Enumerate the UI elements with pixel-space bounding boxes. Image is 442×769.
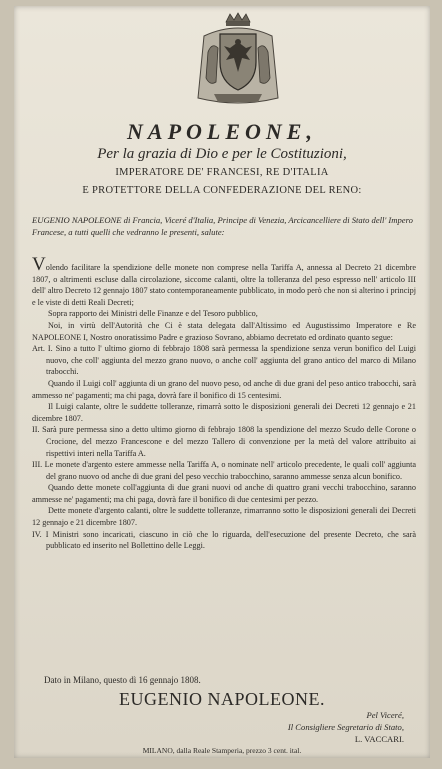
title-line-1: IMPERATORE DE' FRANCESI, RE D'ITALIA — [115, 167, 329, 178]
article-1-para-2: Quando il Luigi coll' aggiunta di un grano del nuovo peso, od anche di due grani del peso antico trabocchi, sarà ammesso ne' pagamenti; ma chi paga, dovrà fare il bonifico di 15 centesimi. — [32, 378, 416, 400]
article-1-para-3: Il Luigi calante, oltre le suddette tolleranze, rimarrà sotto le disposizioni generali dei Decreti 12 gennajo e 21 dicembre 1807. — [32, 402, 416, 423]
preamble-line-2: Sopra rapporto dei Ministri delle Finanze e del Tesoro pubblico, — [48, 309, 258, 319]
preamble-paragraph: Volendo facilitare la spendizione delle monete non comprese nella Tariffa A, annessa al Decreto 21 dicembre 1807, o altrimenti escluse dalla circolazione, siccome calanti, oltre la tolleranza del peso espresso nell' articolo III dell' altro Decreto 12 gennajo 1807 stato contemporaneamente pubblicato, in modo però che non si alterino i principj e le viste di detti Reali Decreti; — [32, 254, 416, 307]
intro-paragraph: EUGENIO NAPOLEONE di Francia, Viceré d'Italia, Principe di Venezia, Arcicancelliere di Stato dell' Impero Francese, a tutti quelli che vedranno le presenti, salute: — [32, 215, 413, 237]
printer-imprint: MILANO, dalla Reale Stamperia, prezzo 3 cent. ital. — [142, 746, 302, 755]
decree-subtitle: Per la grazia di Dio e per le Costituzioni, — [97, 146, 347, 162]
decree-title: NAPOLEONE, — [127, 119, 317, 144]
decree-date: Dato in Milano, questo dì 16 gennajo 1808. — [44, 675, 201, 685]
article-3-para-3: Dette monete d'argento calanti, oltre le suddette tolleranze, rimarranno sotto le disposizioni generali dei Decreti 12 gennajo e 21 dicembre 1807. — [32, 506, 416, 528]
preamble-line-3: Noi, in virtù dell'Autorità che Ci è stata delegata dall'Altissimo ed Augustissimo Imperatore e Re NAPOLEONE I, Nostro onoratissimo Padre e grazioso Sovrano, abbiamo decretato ed ordinato quanto segue: — [32, 320, 416, 342]
article-1: Art. I. Sino a tutto l' ultimo giorno di febbrajo 1808 sarà permessa la spendizione senza verun bonifico del Luigi nuovo, che coll' aggiunta del mezzo grano nuovo, o anche coll' aggiunta del grano antico del marco di Milano trabocchi. — [32, 344, 416, 377]
decree-body — [32, 254, 416, 552]
coat-of-arms-icon — [190, 12, 286, 108]
article-2: II. Sarà pure permessa sino a detto ultimo giorno di febbrajo 1808 la spendizione del mezzo Scudo delle Corone o Crocione, del mezzo Francescone e del mezzo Tallero di convenzione per la metà del valore attribuito ai rispettivi interi nella Tariffa A. — [32, 425, 416, 458]
title-line-2: E PROTETTORE DELLA CONFEDERAZIONE DEL RENO: — [82, 185, 362, 196]
countersign-name: L. VACCARI. — [354, 734, 404, 744]
decree-sheet — [14, 6, 430, 758]
article-3-para-2: Quando dette monete coll'aggiunta di due grani nuovi od anche di quattro grani vecchi trabocchino, saranno ammesse ne' pagamenti; ma chi paga, dovrà fare il bonifico di due centesimi per pezzo. — [32, 483, 416, 504]
signer-name: EUGENIO NAPOLEONE. — [119, 689, 325, 709]
countersign-line-2: Il Consigliere Segretario di Stato, — [287, 722, 404, 732]
countersign-line-1: Pel Viceré, — [366, 710, 404, 720]
article-3: III. Le monete d'argento estere ammesse nella Tariffa A, o nominate nell' articolo precedente, le quali coll' aggiunta del grano nuovo od anche di due grani del peso vecchio trabocchino, saranno ammesse senza alcun bonifico. — [32, 460, 416, 481]
article-4: IV. I Ministri sono incaricati, ciascuno in ciò che lo riguarda, dell'esecuzione del presente Decreto, che sarà pubblicato ed inserito nel Bollettino delle Leggi. — [32, 529, 416, 551]
drop-cap: V — [32, 254, 46, 275]
